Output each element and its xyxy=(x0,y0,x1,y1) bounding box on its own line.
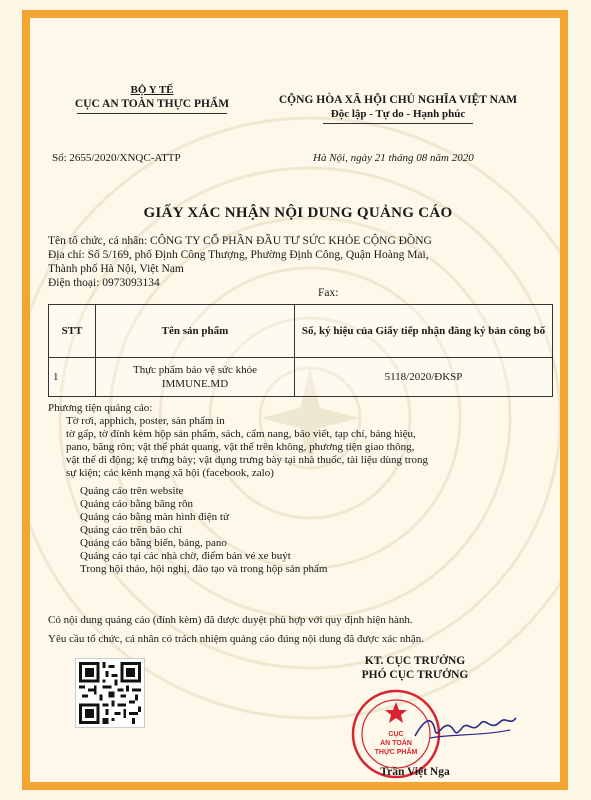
motto-underline xyxy=(323,123,473,124)
row-product xyxy=(96,358,295,397)
channel-billboard: Quảng cáo bằng biển, bảng, pano xyxy=(80,537,227,549)
org-address-line1: Địa chỉ: Số 5/169, phố Định Công Thượng, Phường Định Công, Quận Hoàng Mai, xyxy=(48,249,429,261)
approval-text xyxy=(48,614,553,646)
channel-bus-stop: Quảng cáo tại các nhà chờ, điểm bán vé xe buýt xyxy=(80,550,291,562)
svg-text:CỤC: CỤC xyxy=(388,731,404,738)
row-registration: 5118/2020/ĐKSP xyxy=(295,358,553,397)
signer-title-1: KT. CỤC TRƯỞNG xyxy=(364,655,466,667)
approval-paragraph-1: Có nội dung quảng cáo (đính kèm) đã được duyệt phù hợp với quy định hiện hành. xyxy=(48,614,413,626)
certificate-frame xyxy=(22,10,568,790)
col-header-registration: Số, ký hiệu của Giấy tiếp nhận đăng ký bản công bố xyxy=(295,305,553,358)
channel-website: Quảng cáo trên website xyxy=(80,485,184,497)
org-address-line2: Thành phố Hà Nội, Việt Nam xyxy=(48,263,184,275)
qr-code-icon xyxy=(79,662,141,724)
qr-code xyxy=(75,658,145,728)
approval-paragraph-2: Yêu cầu tổ chức, cá nhân có trách nhiệm quảng cáo đúng nội dung đã được xác nhận. xyxy=(48,633,425,645)
svg-text:AN TOÀN: AN TOÀN xyxy=(380,740,412,747)
ministry-name: BỘ Y TẾ xyxy=(130,84,174,96)
media-heading: Phương tiện quảng cáo: xyxy=(48,402,153,414)
print-media-line2: tờ gấp, tờ đính kèm hộp sản phẩm, sách, cẩm nang, báo viết, tạp chí, bảng hiệu, xyxy=(66,428,416,440)
channel-banner: Quảng cáo bằng băng rôn xyxy=(80,498,194,510)
handwritten-signature xyxy=(410,708,520,748)
product-table xyxy=(48,304,553,397)
table-row xyxy=(49,358,553,397)
issuer-header xyxy=(52,83,252,114)
org-phone: Điện thoại: 0973093134 xyxy=(48,277,160,289)
product-name-line2: IMMUNE.MD xyxy=(161,378,229,390)
organization-info xyxy=(48,234,553,290)
col-header-stt: STT xyxy=(49,305,96,358)
signature-block xyxy=(340,654,490,682)
motto: Độc lập - Tự do - Hạnh phúc xyxy=(330,108,466,120)
channel-press: Quảng cáo trên báo chí xyxy=(80,524,183,536)
org-fax: Fax: xyxy=(318,287,339,299)
print-media-line3: pano, băng rôn; vật thể phát quang, vật thể trên không, phương tiện giao thông, xyxy=(66,441,415,453)
header-underline xyxy=(77,113,227,114)
org-name: Tên tổ chức, cá nhân: CÔNG TY CỔ PHẦN ĐẦU TƯ SỨC KHỎE CỘNG ĐỒNG xyxy=(48,235,432,247)
country-name: CỘNG HÒA XÃ HỘI CHỦ NGHĨA VIỆT NAM xyxy=(278,94,518,106)
product-name-line1: Thực phẩm bảo vệ sức khỏe xyxy=(132,364,258,376)
col-header-product: Tên sản phẩm xyxy=(96,305,295,358)
print-media-line5: sự kiện; các kênh mạng xã hội (facebook, zalo) xyxy=(66,467,274,479)
channel-screen: Quảng cáo bằng màn hình điện tử xyxy=(80,511,229,523)
advertising-media xyxy=(48,402,553,576)
signer-name: Trần Việt Nga xyxy=(380,766,450,778)
place-date: Hà Nội, ngày 21 tháng 08 năm 2020 xyxy=(313,152,474,164)
signer-title-2: PHÓ CỤC TRƯỞNG xyxy=(361,669,469,681)
national-header xyxy=(253,93,543,124)
print-media-line4: vật thể di động; kệ trưng bày; vật dụng trưng bày tại nhà thuốc, tài liệu dùng trong xyxy=(66,454,429,466)
print-media-line1: Tờ rơi, apphich, poster, sản phẩm in xyxy=(66,415,225,427)
svg-text:THỰC PHẨM: THỰC PHẨM xyxy=(374,749,418,756)
table-header-row xyxy=(49,305,553,358)
row-stt: 1 xyxy=(49,358,96,397)
document-title: GIẤY XÁC NHẬN NỘI DUNG QUẢNG CÁO xyxy=(143,205,453,221)
channel-seminar: Trong hội thảo, hội nghị, đào tạo và trong hộp sản phẩm xyxy=(80,563,328,575)
document-number: Số: 2655/2020/XNQC-ATTP xyxy=(52,152,181,164)
department-name: CỤC AN TOÀN THỰC PHẨM xyxy=(74,98,230,110)
